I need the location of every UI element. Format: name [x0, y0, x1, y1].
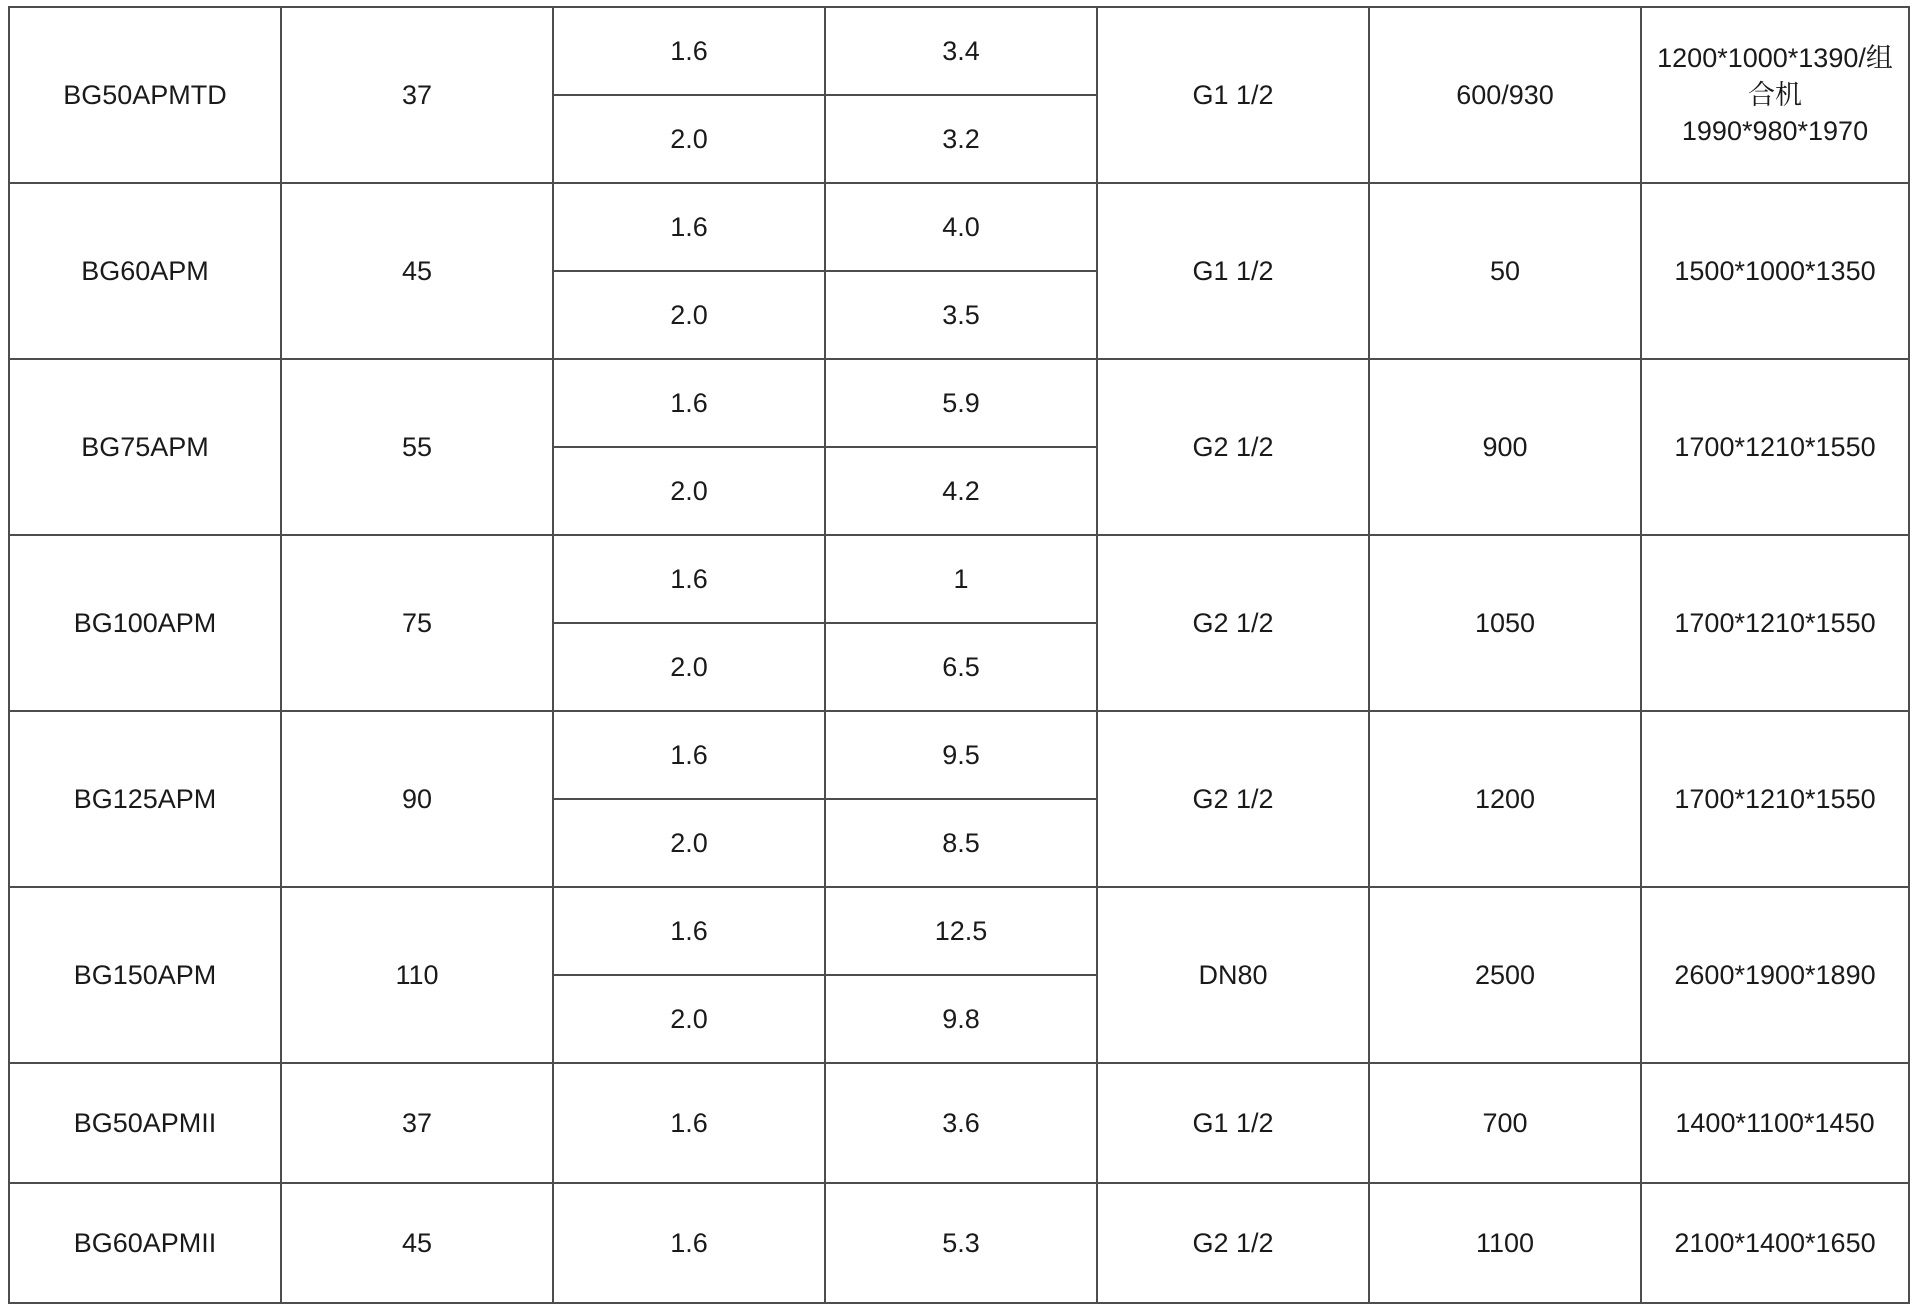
- cell-pressure: 1.6: [553, 535, 825, 623]
- cell-weight: 700: [1369, 1063, 1641, 1183]
- cell-model: BG50APMII: [9, 1063, 281, 1183]
- cell-dimensions: 2100*1400*1650: [1641, 1183, 1909, 1303]
- cell-weight: 900: [1369, 359, 1641, 535]
- cell-port: G1 1/2: [1097, 1063, 1369, 1183]
- cell-model: BG75APM: [9, 359, 281, 535]
- cell-dimensions: 1200*1000*1390/组合机 1990*980*1970: [1641, 7, 1909, 183]
- cell-pressure: 2.0: [553, 271, 825, 359]
- cell-pressure: 1.6: [553, 1183, 825, 1303]
- cell-weight: 600/930: [1369, 7, 1641, 183]
- table-row: [9, 887, 1909, 975]
- cell-pressure: 2.0: [553, 95, 825, 183]
- table-row: [9, 7, 1909, 95]
- table-row: [9, 183, 1909, 271]
- cell-flow: 5.9: [825, 359, 1097, 447]
- cell-pressure: 2.0: [553, 799, 825, 887]
- cell-flow: 9.5: [825, 711, 1097, 799]
- cell-weight: 1200: [1369, 711, 1641, 887]
- cell-weight: 1050: [1369, 535, 1641, 711]
- cell-model: BG60APMII: [9, 1183, 281, 1303]
- cell-flow: 3.4: [825, 7, 1097, 95]
- cell-dimensions: 1700*1210*1550: [1641, 535, 1909, 711]
- cell-port: G1 1/2: [1097, 183, 1369, 359]
- cell-weight: 1100: [1369, 1183, 1641, 1303]
- cell-port: G2 1/2: [1097, 711, 1369, 887]
- cell-flow: 3.2: [825, 95, 1097, 183]
- cell-dimensions: 1500*1000*1350: [1641, 183, 1909, 359]
- specification-table: [8, 6, 1910, 1304]
- table-row: [9, 359, 1909, 447]
- cell-power: 45: [281, 183, 553, 359]
- cell-model: BG150APM: [9, 887, 281, 1063]
- cell-dimensions: 1700*1210*1550: [1641, 711, 1909, 887]
- cell-pressure: 1.6: [553, 359, 825, 447]
- cell-flow: 4.2: [825, 447, 1097, 535]
- cell-model: BG60APM: [9, 183, 281, 359]
- cell-model: BG125APM: [9, 711, 281, 887]
- cell-pressure: 2.0: [553, 623, 825, 711]
- cell-port: G1 1/2: [1097, 7, 1369, 183]
- cell-model: BG50APMTD: [9, 7, 281, 183]
- cell-dimensions: 2600*1900*1890: [1641, 887, 1909, 1063]
- cell-pressure: 2.0: [553, 447, 825, 535]
- cell-pressure: 1.6: [553, 711, 825, 799]
- cell-flow: 8.5: [825, 799, 1097, 887]
- cell-dimensions: 1400*1100*1450: [1641, 1063, 1909, 1183]
- cell-pressure: 2.0: [553, 975, 825, 1063]
- cell-flow: 9.8: [825, 975, 1097, 1063]
- cell-power: 37: [281, 7, 553, 183]
- cell-flow: 3.5: [825, 271, 1097, 359]
- cell-dimensions: 1700*1210*1550: [1641, 359, 1909, 535]
- cell-model: BG100APM: [9, 535, 281, 711]
- cell-power: 55: [281, 359, 553, 535]
- cell-pressure: 1.6: [553, 183, 825, 271]
- cell-power: 110: [281, 887, 553, 1063]
- cell-flow: 4.0: [825, 183, 1097, 271]
- cell-pressure: 1.6: [553, 887, 825, 975]
- cell-power: 75: [281, 535, 553, 711]
- cell-flow: 6.5: [825, 623, 1097, 711]
- cell-port: DN80: [1097, 887, 1369, 1063]
- table-row: [9, 711, 1909, 799]
- cell-flow: 12.5: [825, 887, 1097, 975]
- cell-flow: 3.6: [825, 1063, 1097, 1183]
- cell-weight: 2500: [1369, 887, 1641, 1063]
- table-row: [9, 535, 1909, 623]
- cell-port: G2 1/2: [1097, 359, 1369, 535]
- cell-weight: 50: [1369, 183, 1641, 359]
- cell-port: G2 1/2: [1097, 535, 1369, 711]
- cell-pressure: 1.6: [553, 1063, 825, 1183]
- cell-flow: 1: [825, 535, 1097, 623]
- cell-pressure: 1.6: [553, 7, 825, 95]
- cell-power: 37: [281, 1063, 553, 1183]
- cell-flow: 5.3: [825, 1183, 1097, 1303]
- table-row: [9, 1183, 1909, 1303]
- cell-power: 45: [281, 1183, 553, 1303]
- cell-power: 90: [281, 711, 553, 887]
- table-row: [9, 1063, 1909, 1183]
- cell-port: G2 1/2: [1097, 1183, 1369, 1303]
